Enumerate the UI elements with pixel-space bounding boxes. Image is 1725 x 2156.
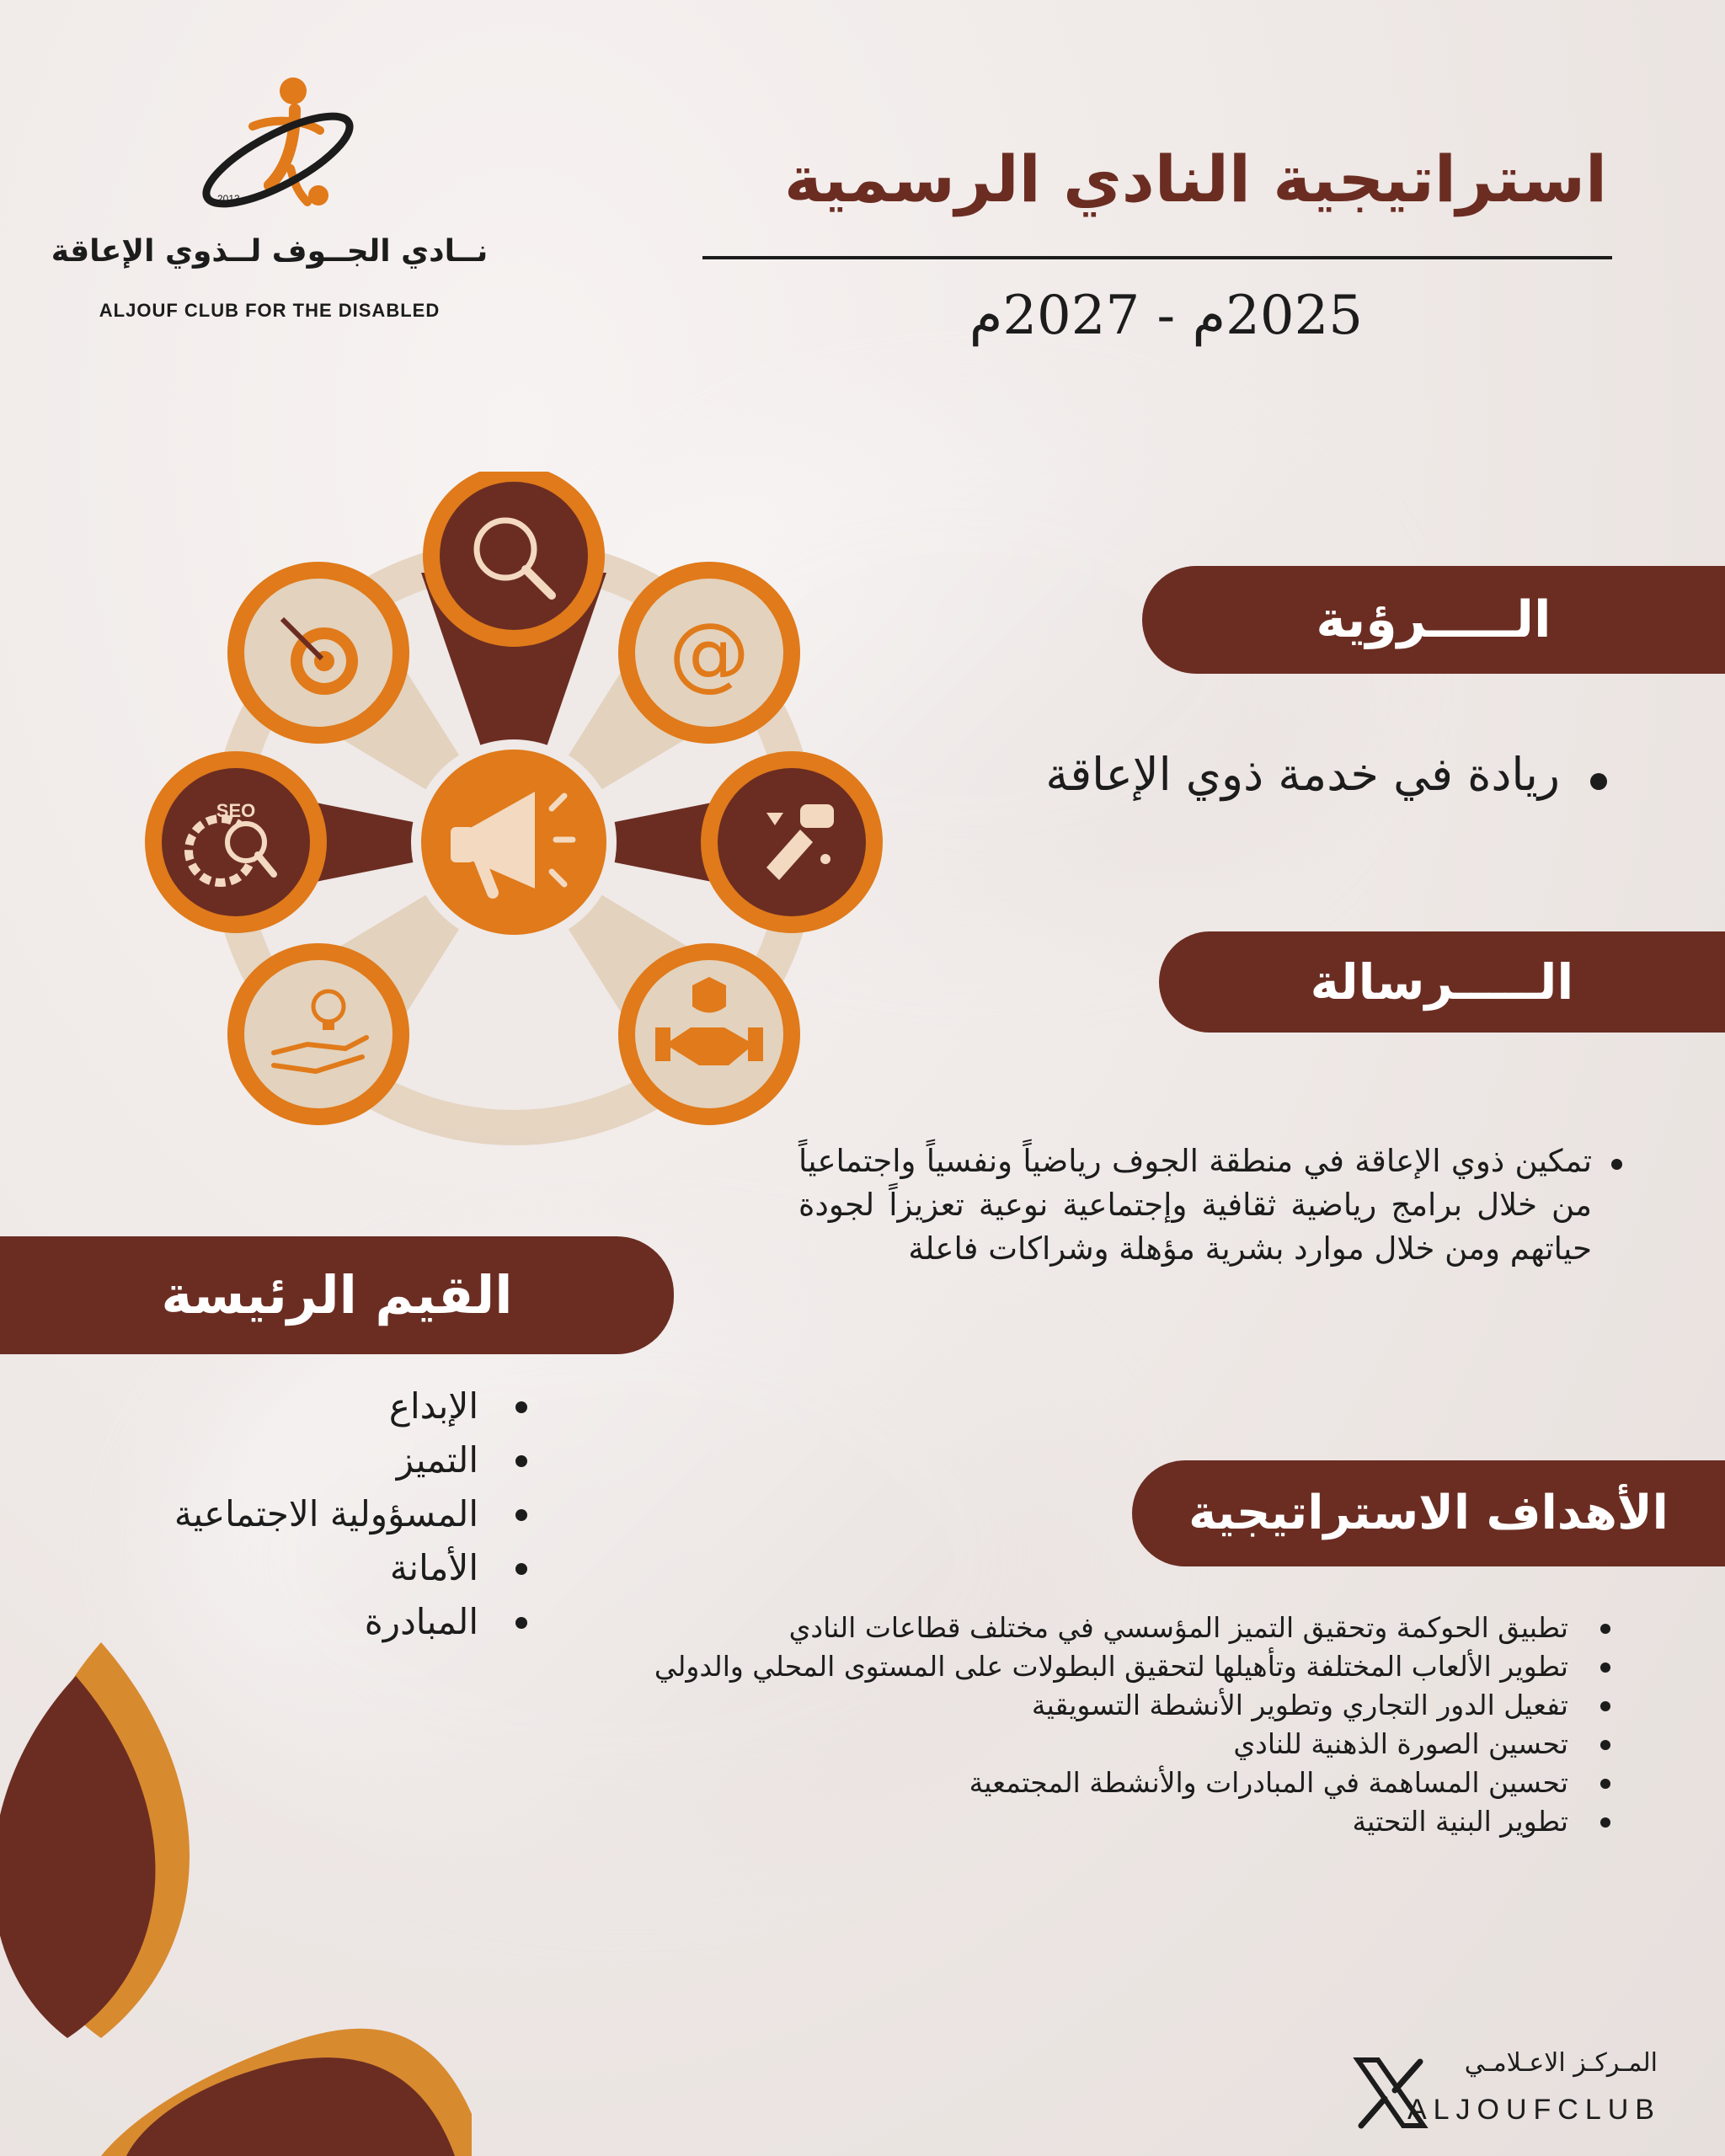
list-item: تفعيل الدور التجاري وتطوير الأنشطة التسويقية	[517, 1686, 1612, 1725]
at-sign-icon	[618, 562, 800, 744]
seo-gear-icon	[145, 751, 327, 933]
list-item: المبادرة	[0, 1595, 531, 1649]
megaphone-icon	[411, 739, 617, 945]
strategy-years: 2025م - 2027م	[969, 285, 1363, 347]
mission-text: تمكين ذوي الإعاقة في منطقة الجوف رياضياً ونفسياً واجتماعياً من خلال برامج رياضية ثقافية وإجتماعية نوعية تعزيزاً لجودة حياتهم ومن خلال موارد بشرية مؤهلة وشراكات فاعلة	[798, 1143, 1592, 1267]
media-center-label: المـركـز الاعـلامـي	[1464, 2048, 1658, 2078]
list-item: تطبيق الحوكمة وتحقيق التميز المؤسسي في مختلف قطاعات النادي	[517, 1609, 1612, 1647]
idea-hand-icon	[227, 943, 409, 1125]
svg-text:@: @	[669, 606, 750, 700]
svg-text:SEO: SEO	[216, 800, 256, 821]
vision-item	[765, 748, 1607, 801]
target-icon	[227, 562, 409, 744]
decorative-leaves	[0, 1642, 472, 2156]
list-item: الأمانة	[0, 1541, 531, 1595]
goals-heading: الأهداف الاستراتيجية	[1132, 1460, 1725, 1566]
social-handle[interactable]: ALJOUFCLUB	[1407, 2094, 1661, 2126]
list-item: تحسين المساهمة في المبادرات والأنشطة المجتمعية	[517, 1764, 1612, 1802]
vision-text: ريادة في خدمة ذوي الإعاقة	[1045, 748, 1560, 801]
title-divider	[702, 256, 1612, 259]
list-item: تطوير الألعاب المختلفة وتأهيلها لتحقيق البطولات على المستوى المحلي والدولي	[517, 1647, 1612, 1686]
club-logo	[194, 67, 362, 219]
brand-name-ar: نــادي الجــوف لــذوي الإعاقة	[51, 234, 489, 269]
goals-list	[517, 1609, 1612, 1841]
list-item: المسؤولية الاجتماعية	[0, 1487, 531, 1541]
logo-year: 2013	[217, 193, 240, 205]
list-item: الإبداع	[0, 1380, 531, 1433]
handshake-icon	[618, 943, 800, 1125]
list-item: تحسين الصورة الذهنية للنادي	[517, 1725, 1612, 1764]
mission-heading: الـــــرسالة	[1159, 931, 1725, 1033]
brand-name-en: ALJOUF CLUB FOR THE DISABLED	[99, 300, 441, 321]
strategy-wheel-diagram	[126, 472, 901, 1162]
page-title: استراتيجية النادي الرسمية	[784, 141, 1607, 216]
values-list	[0, 1380, 531, 1649]
list-item: التميز	[0, 1433, 531, 1487]
search-icon	[423, 472, 605, 647]
list-item: تطوير البنية التحتية	[517, 1802, 1612, 1841]
values-heading: القيم الرئيسة	[0, 1236, 674, 1354]
vision-heading: الـــــرؤية	[1142, 566, 1725, 674]
